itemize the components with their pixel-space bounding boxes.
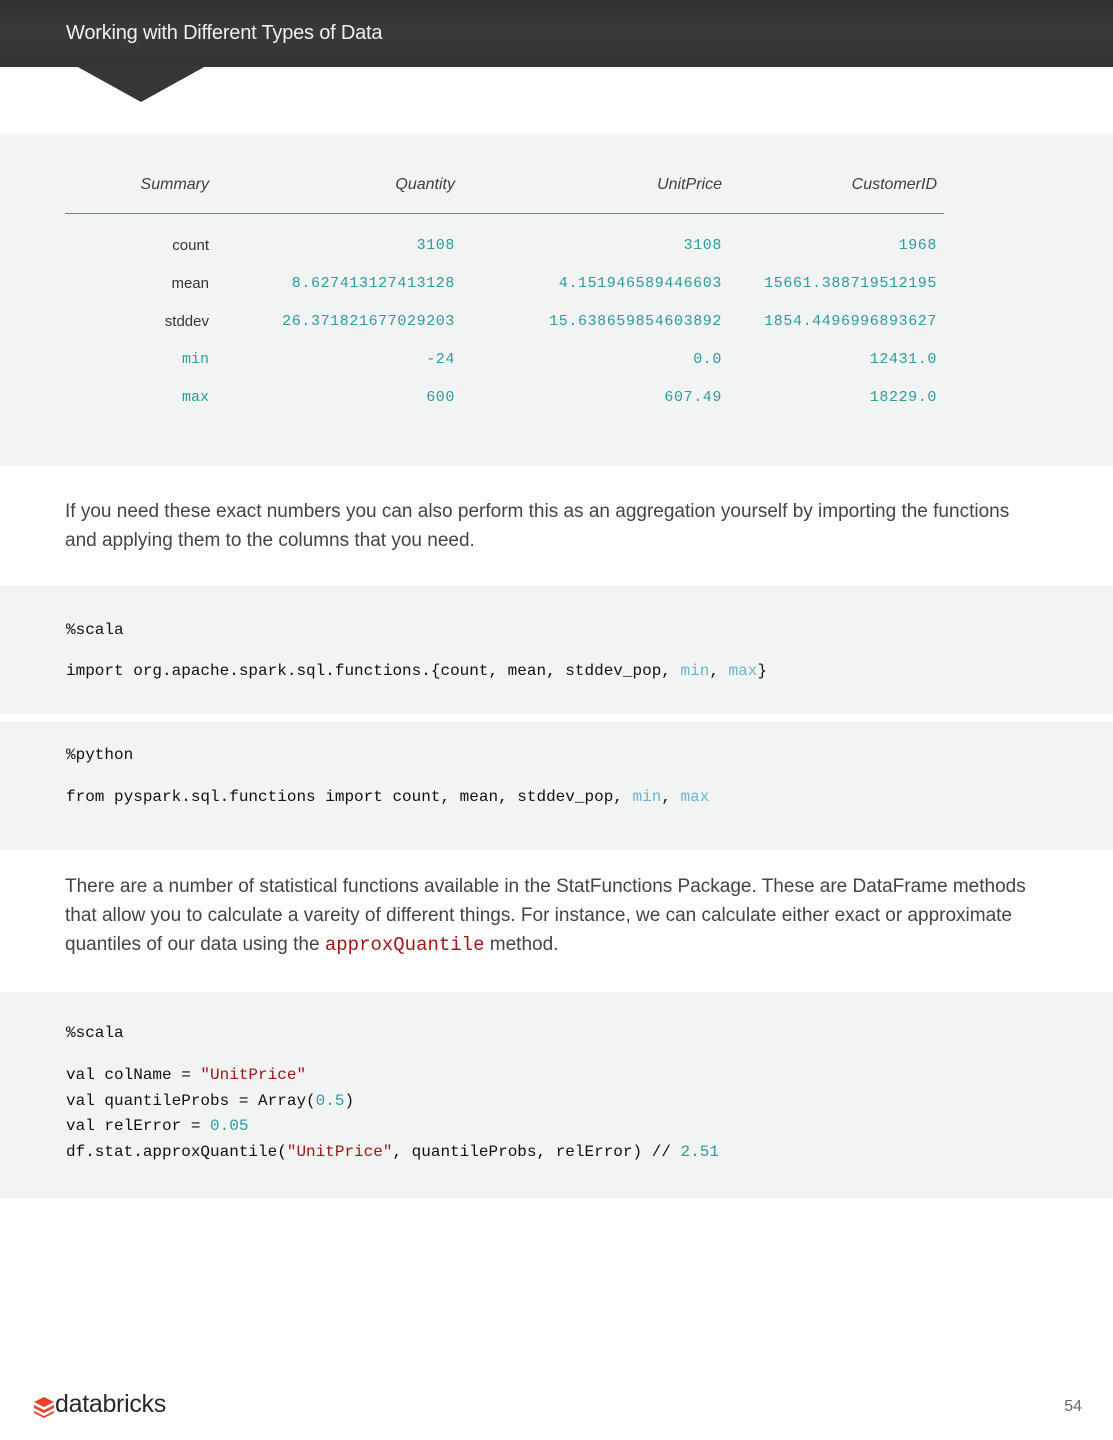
table-cell: 600 [426, 389, 455, 406]
code-number: 0.5 [315, 1091, 345, 1110]
body-paragraph [65, 872, 1035, 960]
table-cell: 3108 [683, 237, 722, 254]
row-label: mean [171, 275, 209, 292]
code-magic: %python [66, 746, 134, 764]
table-row [65, 275, 945, 295]
table-cell: 15661.388719512195 [764, 275, 937, 292]
table-cell: 26.371821677029203 [282, 313, 455, 330]
code-number: 0.05 [210, 1117, 249, 1135]
page-header [0, 0, 1113, 67]
body-paragraph: If you need these exact numbers you can also perform this as an aggregation yourself by importing the functions and applying them to the columns that you need. [65, 501, 1010, 551]
table-cell: 1854.4496996893627 [764, 313, 937, 330]
code-text: from pyspark.sql.functions import count, mean, stddev_pop, [66, 788, 633, 806]
table-row [65, 313, 945, 333]
header-rule [65, 213, 944, 214]
header-notch [76, 66, 206, 102]
code-keyword: max [728, 662, 758, 680]
table-cell: 18229.0 [869, 389, 937, 406]
summary-table-header [65, 176, 945, 196]
header-unitprice: UnitPrice [657, 176, 722, 193]
code-keyword: max [680, 788, 710, 806]
code-number: 2.51 [680, 1142, 719, 1161]
brand-name: databricks [55, 1390, 166, 1418]
inline-code: approxQuantile [324, 934, 485, 956]
code-magic: %scala [66, 621, 124, 639]
code-text: df.stat.approxQuantile( [66, 1142, 287, 1161]
table-cell: 15.638659854603892 [549, 313, 722, 330]
table-row [65, 351, 945, 371]
databricks-logo-icon [33, 1396, 55, 1418]
table-cell: 607.49 [664, 389, 722, 406]
code-string: "UnitPrice" [286, 1142, 393, 1161]
header-summary: Summary [140, 176, 209, 193]
table-cell: 12431.0 [869, 351, 937, 368]
table-row [65, 237, 945, 257]
table-row [65, 389, 945, 409]
code-text: ) [344, 1091, 355, 1110]
code-text: , quantileProbs, relError) // [392, 1142, 681, 1161]
paragraph-text: There are a number of statistical functions available in the StatFunctions Package. These are DataFrame methods that allow you to calculate a vareity of different things. For instance, we can calculate either exact or approximate quantiles of our data using the [65, 876, 1026, 955]
header-quantity: Quantity [395, 176, 455, 193]
code-text: import org.apache.spark.sql.functions.{count, mean, stddev_pop, [66, 662, 681, 680]
page-title: Working with Different Types of Data [66, 22, 383, 44]
code-magic: %scala [66, 1024, 124, 1042]
table-cell: 0.0 [693, 351, 722, 368]
code-block-scala [0, 586, 1113, 714]
header-customerid: CustomerID [851, 176, 937, 193]
table-cell: 4.151946589446603 [558, 275, 722, 292]
code-keyword: min [680, 662, 710, 680]
code-keyword: min [632, 788, 662, 806]
code-lines [66, 1063, 719, 1165]
code-text: val relError = [66, 1117, 211, 1135]
row-label: count [172, 237, 209, 254]
code-line [66, 785, 709, 811]
code-text: , [661, 788, 681, 806]
code-text: val quantileProbs = Array( [66, 1091, 316, 1110]
row-label: max [181, 389, 209, 406]
paragraph-text: method. [484, 934, 559, 955]
page-number: 54 [1064, 1398, 1082, 1415]
row-label: min [181, 351, 209, 368]
code-string: "UnitPrice" [200, 1066, 307, 1084]
table-cell: 3108 [416, 237, 455, 254]
row-label: stddev [164, 313, 209, 330]
code-text: val colName = [66, 1066, 201, 1084]
table-cell: 8.627413127413128 [291, 275, 455, 292]
code-line [66, 659, 767, 685]
code-text: } [757, 662, 767, 680]
code-text: , [709, 662, 729, 680]
table-cell: -24 [426, 351, 455, 368]
table-cell: 1968 [898, 237, 937, 254]
